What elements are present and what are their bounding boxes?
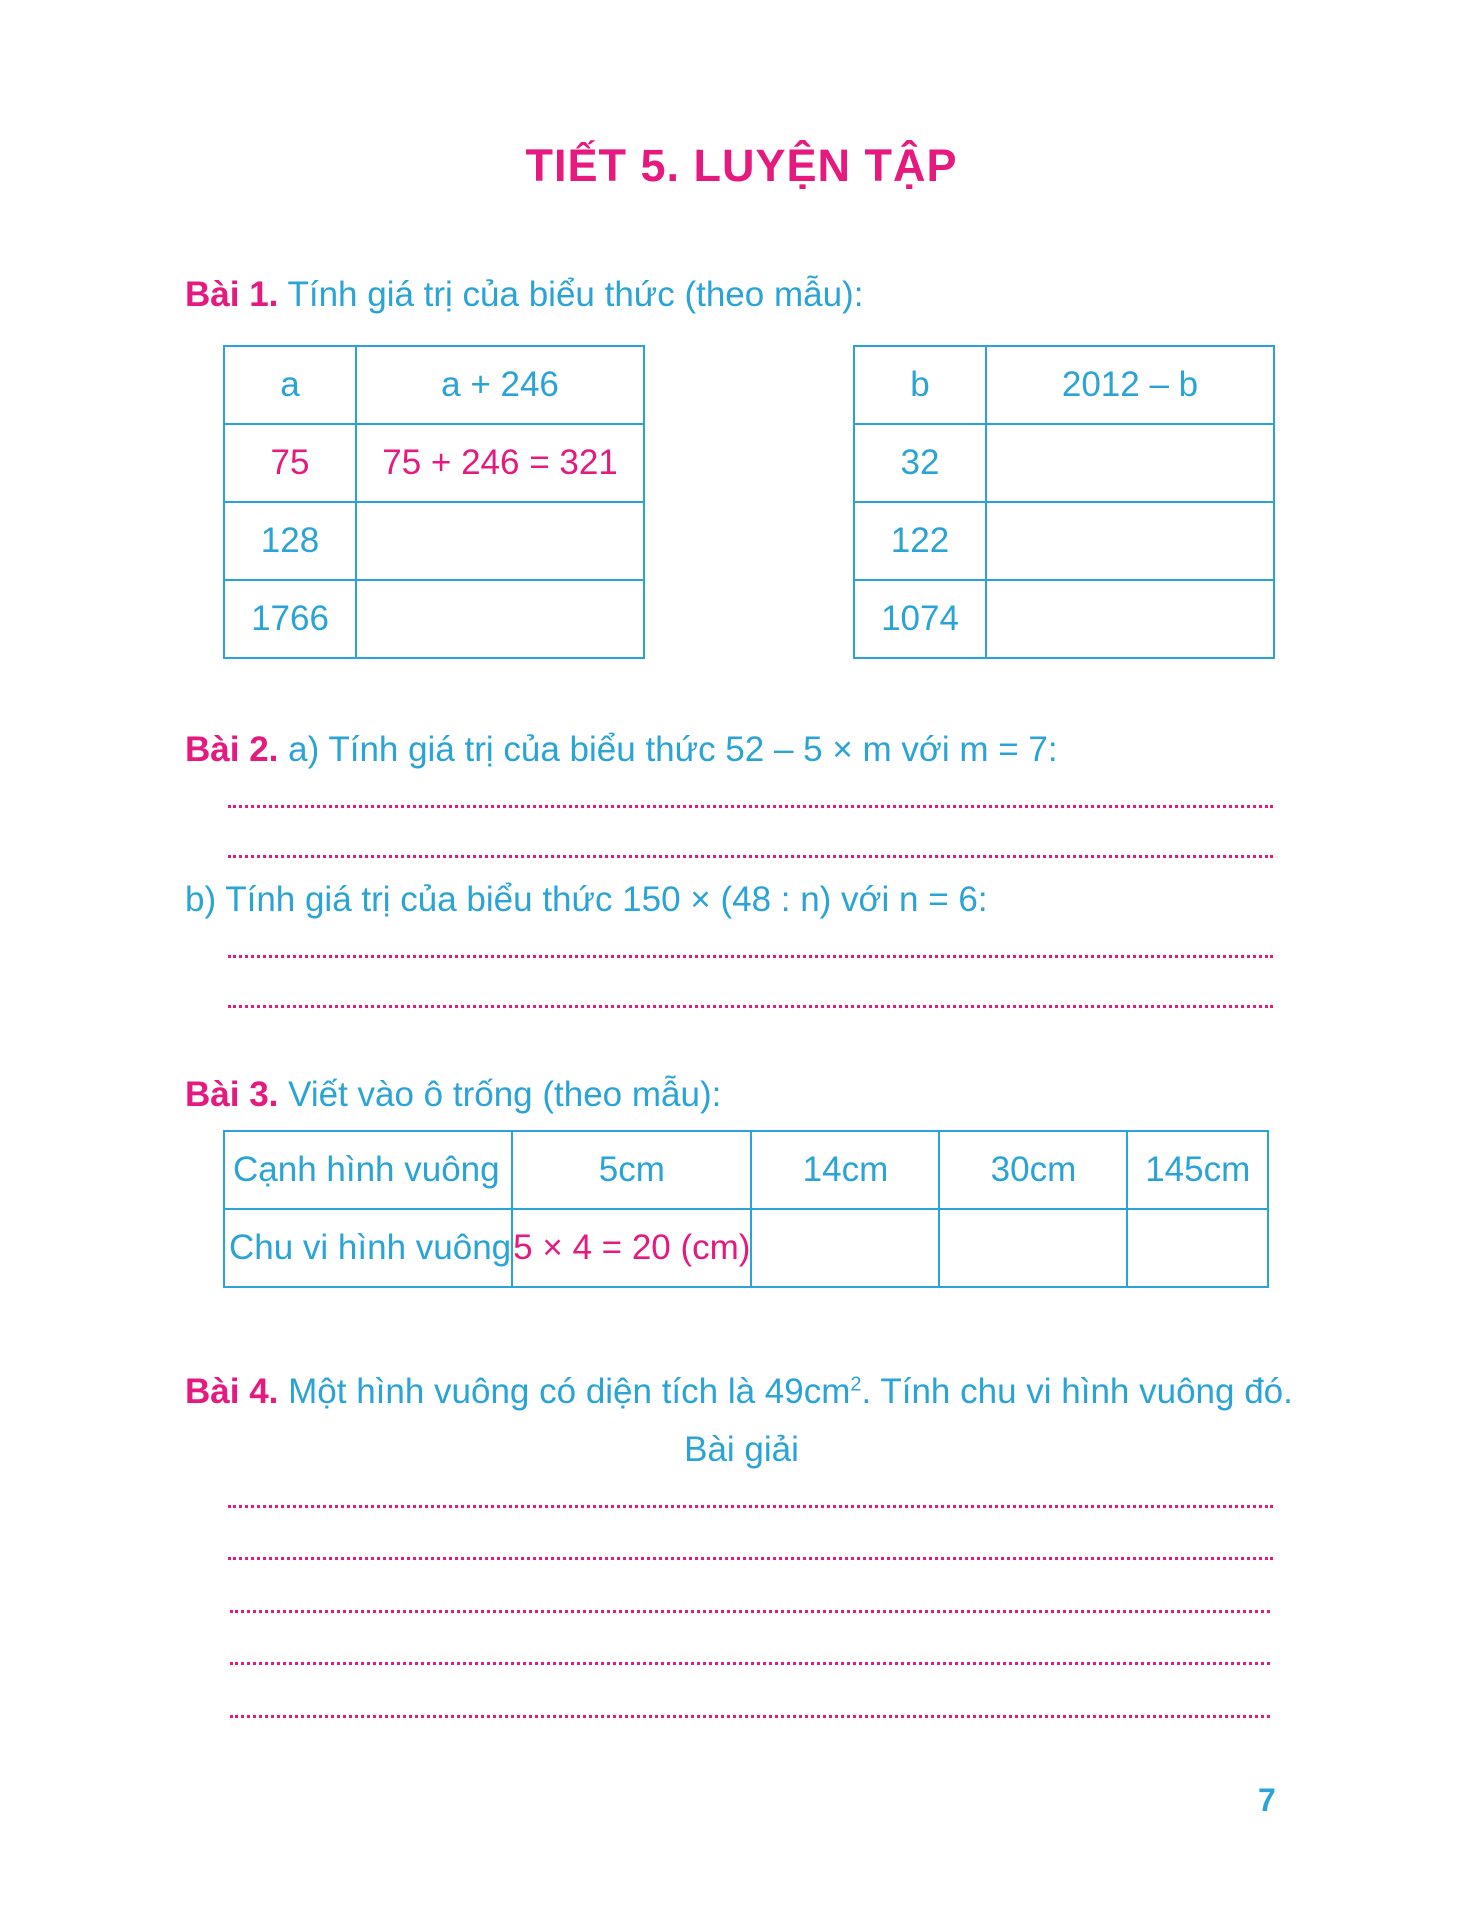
answer-line[interactable]: [228, 855, 1273, 858]
table-square: [223, 1130, 1269, 1288]
table-row-cell: 75: [224, 424, 356, 502]
exercise-4-text-after: . Tính chu vi hình vuông đó.: [861, 1372, 1293, 1411]
table-a: [223, 345, 645, 659]
table-b-header-expr: 2012 – b: [986, 346, 1274, 424]
exercise-2-heading: [185, 730, 1058, 770]
exercise-1-heading: [185, 275, 863, 315]
answer-cell[interactable]: [751, 1209, 939, 1287]
exercise-3-label: Bài 3.: [185, 1075, 279, 1114]
table-row-cell: 128: [224, 502, 356, 580]
exercise-2-part-b: b) Tính giá trị của biểu thức 150 × (48 : n) với n = 6:: [185, 880, 988, 919]
exercise-3-text: Viết vào ô trống (theo mẫu):: [288, 1075, 722, 1114]
answer-cell[interactable]: [939, 1209, 1127, 1287]
answer-cell[interactable]: [986, 424, 1274, 502]
answer-line[interactable]: [228, 1005, 1273, 1008]
table-row-cell: 32: [854, 424, 986, 502]
table-row-cell: 5cm: [512, 1131, 751, 1209]
exercise-3-heading: [185, 1075, 721, 1115]
answer-line[interactable]: [230, 1610, 1270, 1613]
exercise-4-text: [288, 1372, 1293, 1411]
exercise-1-label: Bài 1.: [185, 275, 279, 314]
table-row-cell: 145cm: [1127, 1131, 1268, 1209]
answer-line[interactable]: [228, 805, 1273, 808]
table-a-header-expr: a + 246: [356, 346, 644, 424]
answer-cell[interactable]: [356, 502, 644, 580]
answer-line[interactable]: [228, 955, 1273, 958]
exercise-2-label: Bài 2.: [185, 730, 279, 769]
answer-cell[interactable]: [986, 502, 1274, 580]
page-number: 7: [1258, 1782, 1276, 1818]
exercise-2-part-a: a) Tính giá trị của biểu thức 52 – 5 × m với m = 7:: [288, 730, 1058, 769]
page-title: TIẾT 5. LUYỆN TẬP: [525, 140, 958, 191]
answer-line[interactable]: [228, 1557, 1273, 1560]
exercise-4-label: Bài 4.: [185, 1372, 279, 1411]
row-header-side: Cạnh hình vuông: [224, 1131, 512, 1209]
row-header-perimeter: Chu vi hình vuông: [224, 1209, 512, 1287]
table-row-cell: 75 + 246 = 321: [356, 424, 644, 502]
exercise-4-superscript: 2: [850, 1373, 862, 1396]
exercise-1-text: Tính giá trị của biểu thức (theo mẫu):: [287, 275, 864, 314]
answer-line[interactable]: [230, 1715, 1270, 1718]
table-row-cell: 30cm: [939, 1131, 1127, 1209]
table-row-cell: 1766: [224, 580, 356, 658]
table-b-header-b: b: [854, 346, 986, 424]
solution-label: Bài giải: [684, 1430, 799, 1469]
table-row-cell: 14cm: [751, 1131, 939, 1209]
table-row-cell: 1074: [854, 580, 986, 658]
answer-cell[interactable]: [356, 580, 644, 658]
exercise-4-text-before: Một hình vuông có diện tích là 49cm: [288, 1372, 851, 1411]
table-a-header-a: a: [224, 346, 356, 424]
answer-line[interactable]: [228, 1505, 1273, 1508]
table-b: [853, 345, 1275, 659]
table-row-cell: 122: [854, 502, 986, 580]
answer-line[interactable]: [230, 1662, 1270, 1665]
answer-cell[interactable]: [1127, 1209, 1268, 1287]
answer-cell[interactable]: [986, 580, 1274, 658]
exercise-4-heading: [185, 1372, 1293, 1412]
table-row-cell: 5 × 4 = 20 (cm): [512, 1209, 751, 1287]
